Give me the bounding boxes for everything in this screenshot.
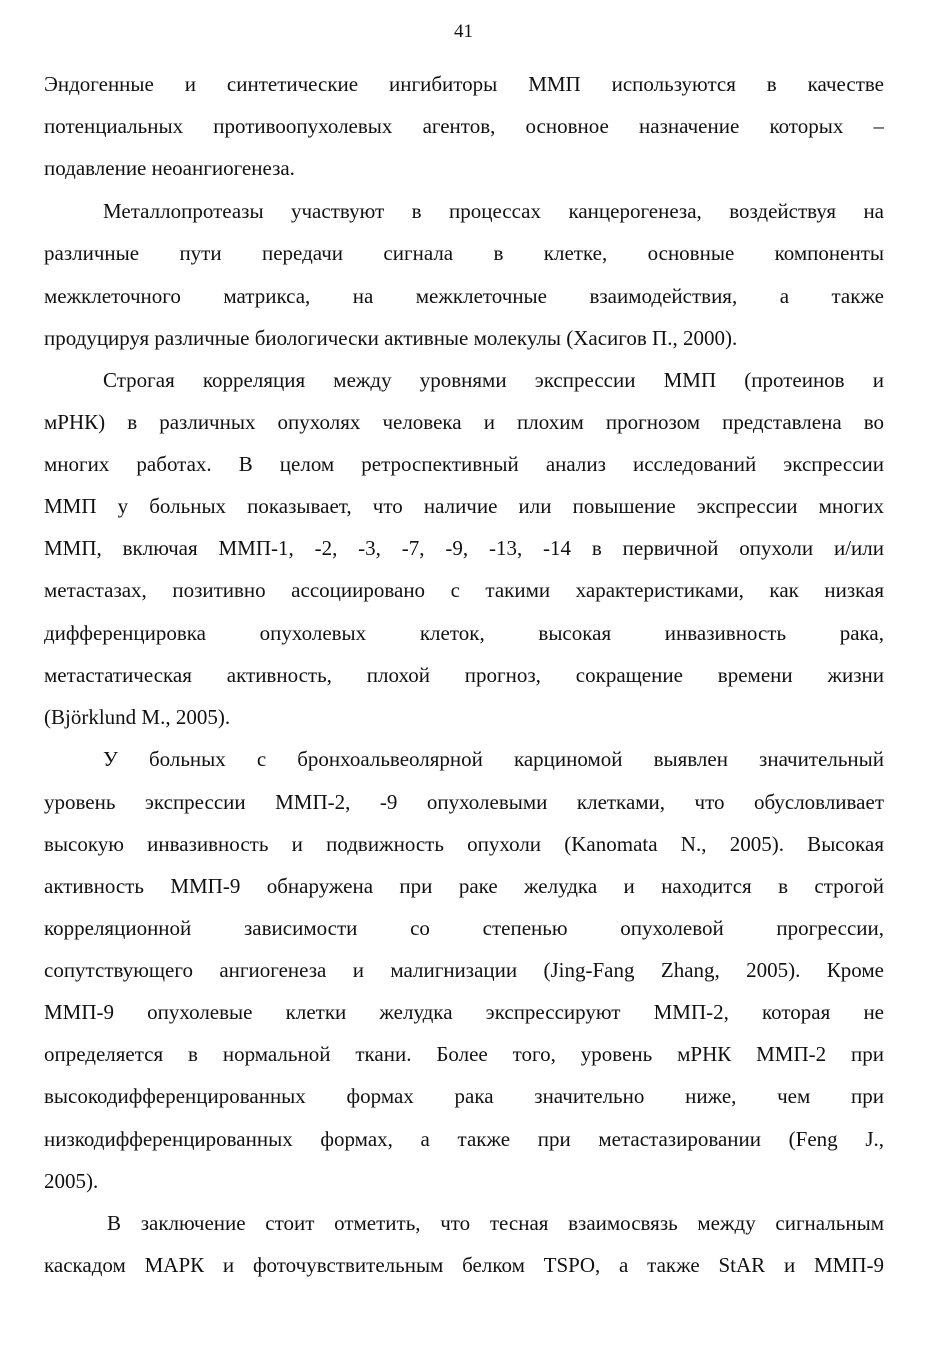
- text-line: высокую инвазивность и подвижность опухоли (Kanomata N., 2005). Высокая: [44, 832, 884, 856]
- text-line: ММП, включая ММП-1, -2, -3, -7, -9, -13, -14 в первичной опухоли и/или: [44, 536, 884, 560]
- text-line: ММП у больных показывает, что наличие или повышение экспрессии многих: [44, 494, 884, 518]
- text-line: В заключение стоит отметить, что тесная взаимосвязь между сигнальным: [107, 1211, 884, 1235]
- text-line: низкодифференцированных формах, а также при метастазировании (Feng J.,: [44, 1127, 884, 1151]
- text-line: (Björklund M., 2005).: [44, 705, 231, 729]
- text-line: подавление неоангиогенеза.: [44, 156, 295, 180]
- text-line: Эндогенные и синтетические ингибиторы ММП используются в качестве: [44, 72, 884, 96]
- text-line: определяется в нормальной ткани. Более того, уровень мРНК ММП-2 при: [44, 1042, 884, 1066]
- text-line: корреляционной зависимости со степенью опухолевой прогрессии,: [44, 916, 884, 940]
- text-line: продуцируя различные биологически активные молекулы (Хасигов П., 2000).: [44, 326, 738, 350]
- text-line: активность ММП-9 обнаружена при раке желудка и находится в строгой: [44, 874, 884, 898]
- text-line: уровень экспрессии ММП-2, -9 опухолевыми клетками, что обусловливает: [44, 790, 884, 814]
- text-line: каскадом МАРК и фоточувствительным белком TSPO, а также StAR и ММП-9: [44, 1253, 884, 1277]
- text-line: различные пути передачи сигнала в клетке, основные компоненты: [44, 241, 884, 265]
- text-line: ММП-9 опухолевые клетки желудка экспрессируют ММП-2, которая не: [44, 1000, 884, 1024]
- page-number: 41: [454, 21, 473, 42]
- text-line: метастатическая активность, плохой прогноз, сокращение времени жизни: [44, 663, 884, 687]
- text-line: потенциальных противоопухолевых агентов, основное назначение которых –: [44, 114, 884, 138]
- text-line: многих работах. В целом ретроспективный анализ исследований экспрессии: [44, 452, 884, 476]
- text-line: 2005).: [44, 1169, 99, 1193]
- text-line: метастазах, позитивно ассоциировано с такими характеристиками, как низкая: [44, 578, 884, 602]
- text-line: высокодифференцированных формах рака значительно ниже, чем при: [44, 1084, 884, 1108]
- text-line: Строгая корреляция между уровнями экспрессии ММП (протеинов и: [103, 368, 884, 392]
- text-line: межклеточного матрикса, на межклеточные взаимодействия, а также: [44, 284, 884, 308]
- text-line: дифференцировка опухолевых клеток, высокая инвазивность рака,: [44, 621, 884, 645]
- text-line: сопутствующего ангиогенеза и малигнизации (Jing-Fang Zhang, 2005). Кроме: [44, 958, 884, 982]
- text-line: Металлопротеазы участвуют в процессах канцерогенеза, воздействуя на: [103, 199, 884, 223]
- text-line: У больных с бронхоальвеолярной карциномой выявлен значительный: [103, 747, 884, 771]
- text-line: мРНК) в различных опухолях человека и плохим прогнозом представлена во: [44, 410, 884, 434]
